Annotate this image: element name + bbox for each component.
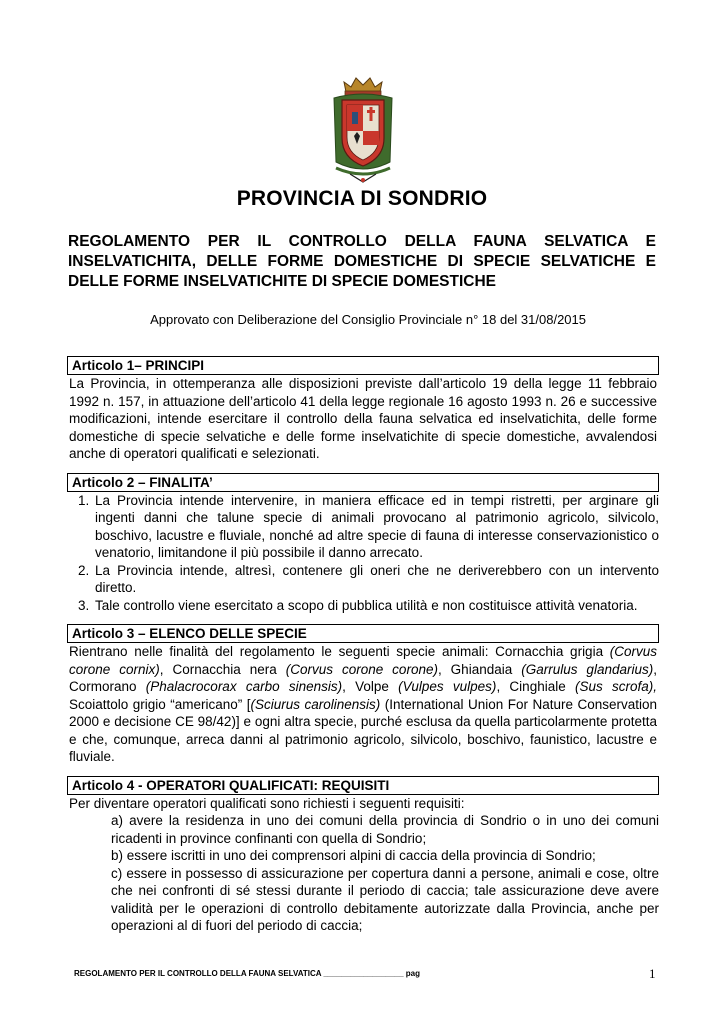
species-name: (Sciurus carolinensis) bbox=[250, 696, 381, 712]
article-3 bbox=[67, 624, 659, 766]
page-title: PROVINCIA DI SONDRIO bbox=[236, 187, 488, 210]
text-run: , Cinghiale bbox=[496, 679, 575, 694]
list-item: 2. La Provincia intende, altresì, contenere gli oneri che ne deriverebbero con un intervento diretto. bbox=[93, 562, 659, 597]
article-heading: Articolo 2 – FINALITA’ bbox=[67, 473, 659, 492]
requirement-item: c) essere in possesso di assicurazione per copertura danni a persone, animali e cose, oltre che nei confronti di sé stessi durante il periodo di caccia; tale assicurazione deve avere validità per le operazioni di controllo debitamente autorizzate dalla Provincia, anche per operazioni al di fuori del periodo di caccia; bbox=[111, 865, 659, 933]
species-name: (Corvus corone cornix) bbox=[69, 644, 657, 677]
text-run: (International Union For Nature Conservation 2000 e decisione CE 98/42)] e ogni altra specie, purché esclusa da quella particolarmente protetta e che, comunque, arreca danni al patrimonio agricolo, silvicolo, boschivo, faunistico, lacustre e fluviale. bbox=[69, 696, 657, 764]
approval-note: Approvato con Deliberazione del Consiglio Provinciale n° 18 del 31/08/2015 bbox=[150, 312, 586, 327]
numbered-list bbox=[67, 492, 659, 615]
article-4 bbox=[67, 776, 659, 935]
species-name: (Corvus corone corone) bbox=[285, 661, 438, 677]
requirement-item: b) essere iscritti in uno dei comprensori alpini di caccia della provincia di Sondrio; bbox=[111, 848, 596, 863]
list-item: 1. La Provincia intende intervenire, in maniera efficace ed in tempi ristretti, per arginare gli ingenti danni che talune specie di animali provocano al patrimonio agricolo, silvicolo, boschivo, lacustre e fluviale, nonché ad altre specie di fauna di interesse conservazionistico o venatorio, limitandone il più possibile il danno arrecato. bbox=[93, 492, 659, 562]
list-item: 3. Tale controllo viene esercitato a scopo di pubblica utilità e non costituisce attività venatoria. bbox=[93, 597, 659, 615]
text-run: Scoiattolo grigio “americano” [ bbox=[69, 696, 251, 712]
coat-of-arms-icon bbox=[326, 76, 400, 184]
article-2 bbox=[67, 473, 659, 615]
page-number: 1 bbox=[649, 966, 656, 981]
text-run: , Volpe bbox=[342, 679, 399, 694]
text-run: , Cornacchia nera bbox=[159, 661, 286, 677]
species-name: (Sus scrofa), bbox=[574, 679, 657, 694]
article-heading: Articolo 1– PRINCIPI bbox=[67, 356, 659, 375]
text-run: , Cormorano bbox=[69, 661, 657, 694]
requirement-item: a) avere la residenza in uno dei comuni della provincia di Sondrio o in uno dei comuni ricadenti in province confinanti con quella di Sondrio; bbox=[111, 813, 659, 846]
text-run: , Ghiandaia bbox=[437, 661, 522, 677]
article-body bbox=[67, 643, 659, 766]
page-footer: REGOLAMENTO PER IL CONTROLLO DELLA FAUNA SELVATICA __________________ pag bbox=[74, 969, 421, 978]
text-run: Rientrano nelle finalità del regolamento le seguenti specie animali: Cornacchia grigia bbox=[69, 644, 610, 659]
article-body: La Provincia, in ottemperanza alle disposizioni previste dall’articolo 19 della legge 11 febbraio 1992 n. 157, in attuazione dell’articolo 41 della legge regionale 16 agosto 1993 n. 26 e successive modificazioni, intende esercitare il controllo della fauna selvatica ed inselvatichita, delle forme domestiche di specie selvatiche e delle forme inselvatichite di specie domestiche, avvalendosi anche di operatori qualificati e selezionati. bbox=[69, 376, 657, 461]
regulation-title: REGOLAMENTO PER IL CONTROLLO DELLA FAUNA SELVATICA E INSELVATICHITA, DELLE FORME DOMESTICHE DI SPECIE SELVATICHE E DELLE FORME INSELVATICHITE DI SPECIE DOMESTICHE bbox=[68, 233, 656, 290]
article-1 bbox=[67, 356, 659, 463]
species-name: (Garrulus glandarius) bbox=[521, 661, 654, 677]
species-name: (Phalacrocorax carbo sinensis) bbox=[145, 679, 343, 694]
article-heading: Articolo 3 – ELENCO DELLE SPECIE bbox=[67, 624, 659, 643]
article-intro: Per diventare operatori qualificati sono richiesti i seguenti requisiti: bbox=[69, 795, 465, 811]
species-name: (Vulpes vulpes) bbox=[398, 679, 497, 694]
articles bbox=[67, 356, 659, 945]
article-heading: Articolo 4 - OPERATORI QUALIFICATI: REQUISITI bbox=[67, 776, 659, 795]
